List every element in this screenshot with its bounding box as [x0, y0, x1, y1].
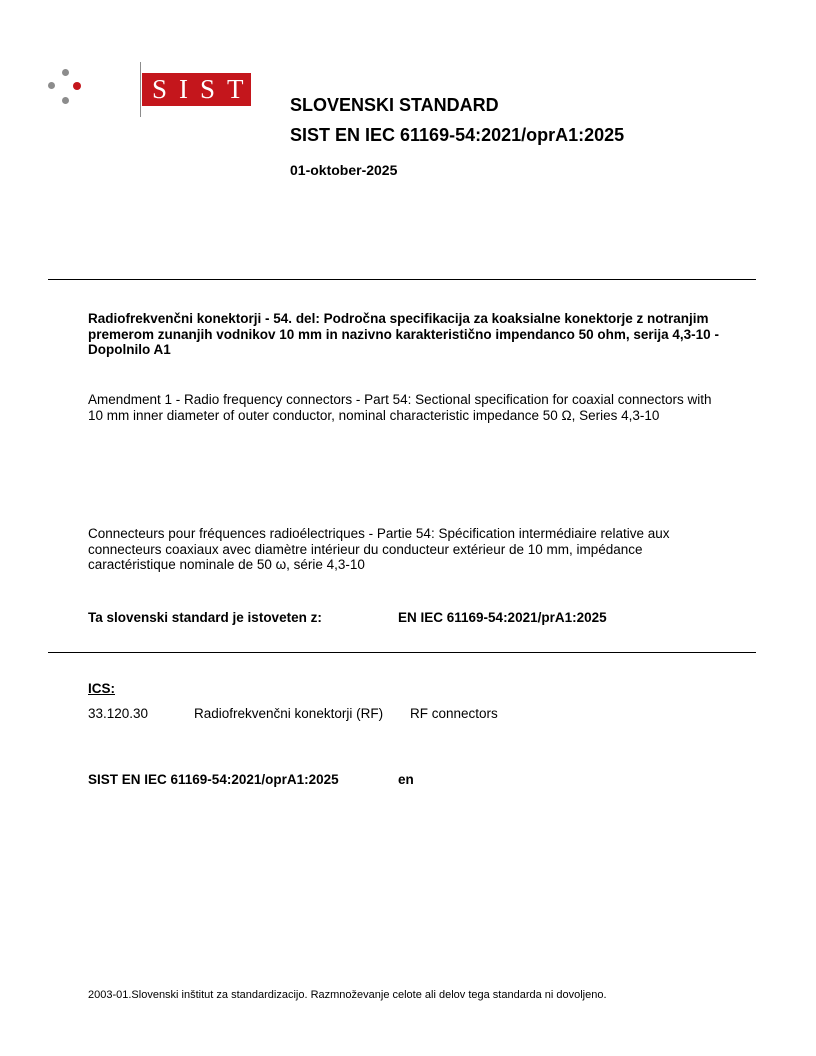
bottom-divider — [48, 652, 756, 653]
ics-label: ICS: — [88, 681, 115, 696]
title-english: Amendment 1 - Radio frequency connectors - Part 54: Sectional specification for coaxial connectors with 10 mm inner diameter of outer conductor, nominal characteristic impedance 50 Ω, Series 4,3-10 — [88, 392, 712, 423]
top-divider — [48, 279, 756, 280]
copyright-footer: 2003-01.Slovenski inštitut za standardizacijo. Razmnoževanje celote ali delov tega standarda ni dovoljeno. — [88, 989, 607, 1001]
standard-code-heading: SIST EN IEC 61169-54:2021/oprA1:2025 — [290, 125, 625, 145]
ics-description-english: RF connectors — [410, 706, 498, 721]
ics-code: 33.120.30 — [88, 706, 149, 721]
logo-wordmark: SIST — [142, 73, 251, 106]
title-french: Connecteurs pour fréquences radioélectriques - Partie 54: Spécification intermédiaire relative aux connecteurs coaxiaux avec diamètre intérieur du conducteur extérieur de 10 mm, impédance caractéristique nominale de 50 ω, série 4,3-10 — [88, 526, 670, 572]
sist-logo — [46, 64, 256, 120]
standard-type-heading: SLOVENSKI STANDARD — [290, 95, 499, 115]
identical-label: Ta slovenski standard je istoveten z: — [88, 610, 322, 625]
logo-dot-red-icon — [73, 82, 81, 90]
publication-date: 01-oktober-2025 — [290, 162, 398, 178]
ics-description-slovenian: Radiofrekvenčni konektorji (RF) — [194, 706, 384, 721]
logo-dot-icon — [62, 69, 69, 76]
logo-dot-icon — [62, 97, 69, 104]
designation-code: SIST EN IEC 61169-54:2021/oprA1:2025 — [88, 772, 339, 787]
title-slovenian: Radiofrekvenčni konektorji - 54. del: Področna specifikacija za koaksialne konektorje z notranjim premerom zunanjih vodnikov 10 mm in nazivno karakteristično impendanco 50 ohm, serija 4,3-10 - Dopolnilo A1 — [88, 311, 719, 357]
identical-value: EN IEC 61169-54:2021/prA1:2025 — [398, 610, 607, 625]
designation-language: en — [398, 772, 414, 787]
logo-divider — [140, 62, 141, 117]
logo-dot-icon — [48, 82, 55, 89]
